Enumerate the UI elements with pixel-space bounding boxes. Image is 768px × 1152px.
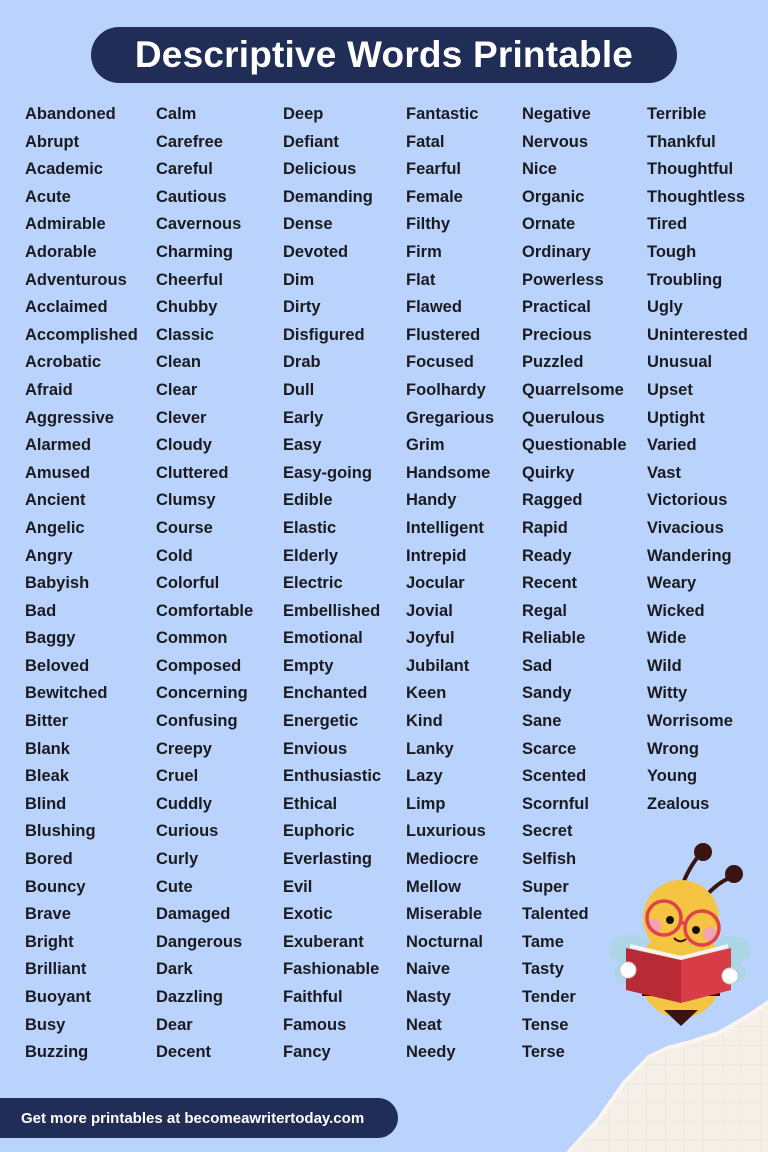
word-item: Grim bbox=[406, 436, 445, 455]
word-item: Handy bbox=[406, 491, 457, 510]
word-item: Upset bbox=[647, 380, 693, 399]
word-column-6 bbox=[647, 101, 748, 818]
word-item: Terse bbox=[522, 1043, 565, 1062]
word-item: Dazzling bbox=[156, 988, 223, 1006]
word-item: Super bbox=[522, 877, 569, 896]
word-item: Flat bbox=[406, 270, 436, 289]
word-item: Puzzled bbox=[522, 353, 584, 372]
word-item: Negative bbox=[522, 105, 591, 123]
word-item: Abandoned bbox=[25, 105, 116, 123]
word-item: Dull bbox=[283, 380, 315, 399]
word-item: Confusing bbox=[156, 712, 238, 731]
word-item: Tender bbox=[522, 988, 576, 1006]
word-item: Bleak bbox=[25, 767, 70, 786]
word-item: Embellished bbox=[283, 601, 381, 620]
word-item: Focused bbox=[406, 353, 474, 372]
word-item: Reliable bbox=[522, 629, 586, 648]
word-column-2 bbox=[156, 101, 253, 1067]
word-item: Scarce bbox=[522, 739, 577, 758]
word-item: Alarmed bbox=[25, 436, 92, 455]
word-item: Elastic bbox=[283, 518, 337, 537]
word-item: Kind bbox=[406, 712, 443, 731]
word-item: Young bbox=[647, 767, 698, 786]
word-item: Cuddly bbox=[156, 794, 212, 813]
word-item: Querulous bbox=[522, 408, 605, 427]
word-item: Worrisome bbox=[647, 712, 733, 731]
word-item: Sandy bbox=[522, 684, 572, 703]
word-item: Fashionable bbox=[283, 960, 380, 979]
word-item: Easy bbox=[283, 436, 322, 455]
word-item: Babyish bbox=[25, 574, 90, 593]
word-item: Needy bbox=[406, 1043, 456, 1062]
word-item: Wicked bbox=[647, 601, 705, 620]
word-item: Secret bbox=[522, 822, 573, 841]
word-item: Acclaimed bbox=[25, 298, 108, 317]
word-item: Abrupt bbox=[25, 132, 80, 151]
word-item: Vivacious bbox=[647, 518, 724, 537]
word-item: Wild bbox=[647, 656, 682, 675]
word-item: Talented bbox=[522, 905, 589, 924]
word-item: Bright bbox=[25, 932, 74, 951]
word-item: Nice bbox=[522, 160, 557, 179]
word-item: Faithful bbox=[283, 988, 343, 1006]
word-item: Ragged bbox=[522, 491, 583, 510]
word-item: Curious bbox=[156, 822, 219, 841]
word-item: Bitter bbox=[25, 712, 69, 731]
footer-link-text[interactable]: Get more printables at becomeawritertoday.com bbox=[21, 1109, 365, 1127]
word-item: Tired bbox=[647, 215, 688, 234]
word-item: Tense bbox=[522, 1015, 569, 1034]
word-item: Terrible bbox=[647, 105, 707, 123]
page-title: Descriptive Words Printable bbox=[134, 34, 634, 75]
word-item: Thoughtful bbox=[647, 160, 734, 179]
word-item: Vast bbox=[647, 463, 681, 482]
word-item: Mellow bbox=[406, 877, 462, 896]
word-item: Exuberant bbox=[283, 932, 364, 951]
word-item: Exotic bbox=[283, 905, 333, 924]
word-item: Quarrelsome bbox=[522, 380, 624, 399]
word-item: Enchanted bbox=[283, 684, 368, 703]
word-item: Handsome bbox=[406, 463, 491, 482]
word-item: Enthusiastic bbox=[283, 767, 382, 786]
word-item: Powerless bbox=[522, 270, 604, 289]
word-item: Bewitched bbox=[25, 684, 108, 703]
word-item: Limp bbox=[406, 794, 446, 813]
word-item: Adventurous bbox=[25, 270, 127, 289]
word-item: Comfortable bbox=[156, 601, 254, 620]
word-item: Female bbox=[406, 187, 463, 206]
word-item: Uninterested bbox=[647, 325, 748, 344]
word-item: Devoted bbox=[283, 242, 349, 261]
word-item: Lanky bbox=[406, 739, 454, 758]
word-item: Precious bbox=[522, 325, 592, 344]
word-item: Dim bbox=[283, 270, 315, 289]
word-item: Practical bbox=[522, 298, 591, 317]
word-item: Foolhardy bbox=[406, 380, 486, 399]
word-item: Dark bbox=[156, 960, 193, 979]
word-item: Troubling bbox=[647, 270, 723, 289]
word-item: Curly bbox=[156, 850, 199, 869]
word-column-3 bbox=[283, 101, 381, 1067]
word-item: Baggy bbox=[25, 629, 76, 648]
word-item: Busy bbox=[25, 1015, 66, 1034]
word-item: Adorable bbox=[25, 242, 97, 261]
word-item: Afraid bbox=[25, 380, 73, 399]
word-item: Carefree bbox=[156, 132, 223, 151]
word-item: Decent bbox=[156, 1043, 212, 1062]
word-item: Demanding bbox=[283, 187, 373, 206]
word-item: Famous bbox=[283, 1015, 347, 1034]
word-item: Fearful bbox=[406, 160, 462, 179]
word-column-1 bbox=[25, 101, 138, 1067]
word-item: Colorful bbox=[156, 574, 220, 593]
word-item: Quirky bbox=[522, 463, 575, 482]
word-item: Cautious bbox=[156, 187, 227, 206]
word-item: Mediocre bbox=[406, 850, 479, 869]
word-item: Dear bbox=[156, 1015, 193, 1034]
word-item: Acute bbox=[25, 187, 71, 206]
word-item: Elderly bbox=[283, 546, 339, 565]
word-item: Sane bbox=[522, 712, 562, 731]
word-item: Questionable bbox=[522, 436, 627, 455]
word-item: Jubilant bbox=[406, 656, 470, 675]
word-item: Acrobatic bbox=[25, 353, 102, 372]
word-item: Calm bbox=[156, 105, 197, 123]
word-item: Dense bbox=[283, 215, 333, 234]
word-item: Dirty bbox=[283, 298, 321, 317]
word-item: Common bbox=[156, 629, 228, 648]
word-item: Ancient bbox=[25, 491, 86, 510]
word-item: Angry bbox=[25, 546, 73, 565]
word-item: Ethical bbox=[283, 794, 338, 813]
word-item: Naive bbox=[406, 960, 451, 979]
word-item: Ugly bbox=[647, 298, 683, 317]
word-item: Nasty bbox=[406, 988, 451, 1006]
word-item: Joyful bbox=[406, 629, 455, 648]
word-item: Admirable bbox=[25, 215, 106, 234]
word-item: Cloudy bbox=[156, 436, 212, 455]
word-item: Envious bbox=[283, 739, 348, 758]
title-banner bbox=[91, 27, 677, 83]
word-item: Chubby bbox=[156, 298, 218, 317]
word-item: Careful bbox=[156, 160, 213, 179]
word-item: Everlasting bbox=[283, 850, 372, 869]
word-item: Early bbox=[283, 408, 324, 427]
word-item: Energetic bbox=[283, 712, 359, 731]
word-item: Jovial bbox=[406, 601, 453, 620]
word-item: Fatal bbox=[406, 132, 445, 151]
word-item: Ornate bbox=[522, 215, 576, 234]
word-item: Accomplished bbox=[25, 325, 138, 344]
word-item: Clumsy bbox=[156, 491, 216, 510]
word-item: Filthy bbox=[406, 215, 450, 234]
word-item: Thankful bbox=[647, 132, 716, 151]
word-item: Nocturnal bbox=[406, 932, 484, 951]
word-item: Amused bbox=[25, 463, 91, 482]
word-item: Delicious bbox=[283, 160, 357, 179]
word-item: Classic bbox=[156, 325, 214, 344]
word-item: Wide bbox=[647, 629, 687, 648]
word-item: Buzzing bbox=[25, 1043, 89, 1062]
word-item: Selfish bbox=[522, 850, 577, 869]
word-item: Rapid bbox=[522, 518, 568, 537]
word-item: Gregarious bbox=[406, 408, 495, 427]
word-item: Intelligent bbox=[406, 518, 484, 537]
word-item: Creepy bbox=[156, 739, 212, 758]
word-item: Concerning bbox=[156, 684, 248, 703]
word-item: Firm bbox=[406, 242, 442, 261]
footer-banner bbox=[0, 1098, 398, 1138]
word-item: Recent bbox=[522, 574, 578, 593]
word-item: Fancy bbox=[283, 1043, 331, 1062]
word-item: Clever bbox=[156, 408, 207, 427]
word-item: Scented bbox=[522, 767, 587, 786]
word-item: Drab bbox=[283, 353, 321, 372]
word-item: Charming bbox=[156, 242, 234, 261]
word-item: Damaged bbox=[156, 905, 231, 924]
word-item: Lazy bbox=[406, 767, 443, 786]
word-item: Beloved bbox=[25, 656, 90, 675]
word-item: Luxurious bbox=[406, 822, 486, 841]
word-item: Clean bbox=[156, 353, 201, 372]
word-item: Brilliant bbox=[25, 960, 87, 979]
word-item: Sad bbox=[522, 656, 553, 675]
word-item: Weary bbox=[647, 574, 697, 593]
word-item: Cheerful bbox=[156, 270, 223, 289]
word-item: Angelic bbox=[25, 518, 85, 537]
word-item: Bored bbox=[25, 850, 73, 869]
word-item: Flawed bbox=[406, 298, 462, 317]
word-item: Bouncy bbox=[25, 877, 86, 896]
word-item: Easy-going bbox=[283, 463, 372, 482]
word-item: Ordinary bbox=[522, 242, 591, 261]
word-item: Cold bbox=[156, 546, 193, 565]
word-item: Cavernous bbox=[156, 215, 242, 234]
word-item: Cute bbox=[156, 877, 193, 896]
word-item: Neat bbox=[406, 1015, 442, 1034]
word-item: Unusual bbox=[647, 353, 713, 372]
word-item: Electric bbox=[283, 574, 343, 593]
word-item: Cruel bbox=[156, 767, 199, 786]
word-item: Ready bbox=[522, 546, 572, 565]
word-item: Blank bbox=[25, 739, 70, 758]
word-item: Buoyant bbox=[25, 988, 91, 1006]
word-item: Euphoric bbox=[283, 822, 355, 841]
word-item: Jocular bbox=[406, 574, 465, 593]
word-item: Academic bbox=[25, 160, 103, 179]
word-item: Composed bbox=[156, 656, 242, 675]
word-item: Nervous bbox=[522, 132, 589, 151]
bee-reading-book-icon bbox=[606, 838, 756, 1028]
word-item: Regal bbox=[522, 601, 567, 620]
word-item: Blind bbox=[25, 794, 67, 813]
word-item: Wandering bbox=[647, 546, 732, 565]
word-item: Tough bbox=[647, 242, 697, 261]
word-item: Blushing bbox=[25, 822, 96, 841]
word-item: Clear bbox=[156, 380, 198, 399]
word-item: Thoughtless bbox=[647, 187, 746, 206]
word-item: Course bbox=[156, 518, 213, 537]
word-item: Cluttered bbox=[156, 463, 229, 482]
word-item: Edible bbox=[283, 491, 333, 510]
word-item: Deep bbox=[283, 105, 324, 123]
word-item: Defiant bbox=[283, 132, 339, 151]
word-column-4 bbox=[406, 101, 494, 1067]
word-item: Bad bbox=[25, 601, 57, 620]
word-item: Aggressive bbox=[25, 408, 114, 427]
word-item: Victorious bbox=[647, 491, 728, 510]
word-item: Scornful bbox=[522, 794, 589, 813]
word-item: Brave bbox=[25, 905, 71, 924]
word-item: Flustered bbox=[406, 325, 481, 344]
word-item: Uptight bbox=[647, 408, 705, 427]
word-item: Emotional bbox=[283, 629, 363, 648]
word-item: Empty bbox=[283, 656, 334, 675]
word-item: Zealous bbox=[647, 794, 710, 813]
word-item: Evil bbox=[283, 877, 313, 896]
word-item: Tame bbox=[522, 932, 564, 951]
word-item: Fantastic bbox=[406, 105, 479, 123]
word-item: Dangerous bbox=[156, 932, 243, 951]
word-item: Intrepid bbox=[406, 546, 467, 565]
word-item: Disfigured bbox=[283, 325, 365, 344]
word-item: Witty bbox=[647, 684, 688, 703]
word-item: Miserable bbox=[406, 905, 483, 924]
word-item: Varied bbox=[647, 436, 697, 455]
word-item: Organic bbox=[522, 187, 585, 206]
word-item: Wrong bbox=[647, 739, 699, 758]
word-item: Keen bbox=[406, 684, 447, 703]
word-item: Tasty bbox=[522, 960, 564, 979]
